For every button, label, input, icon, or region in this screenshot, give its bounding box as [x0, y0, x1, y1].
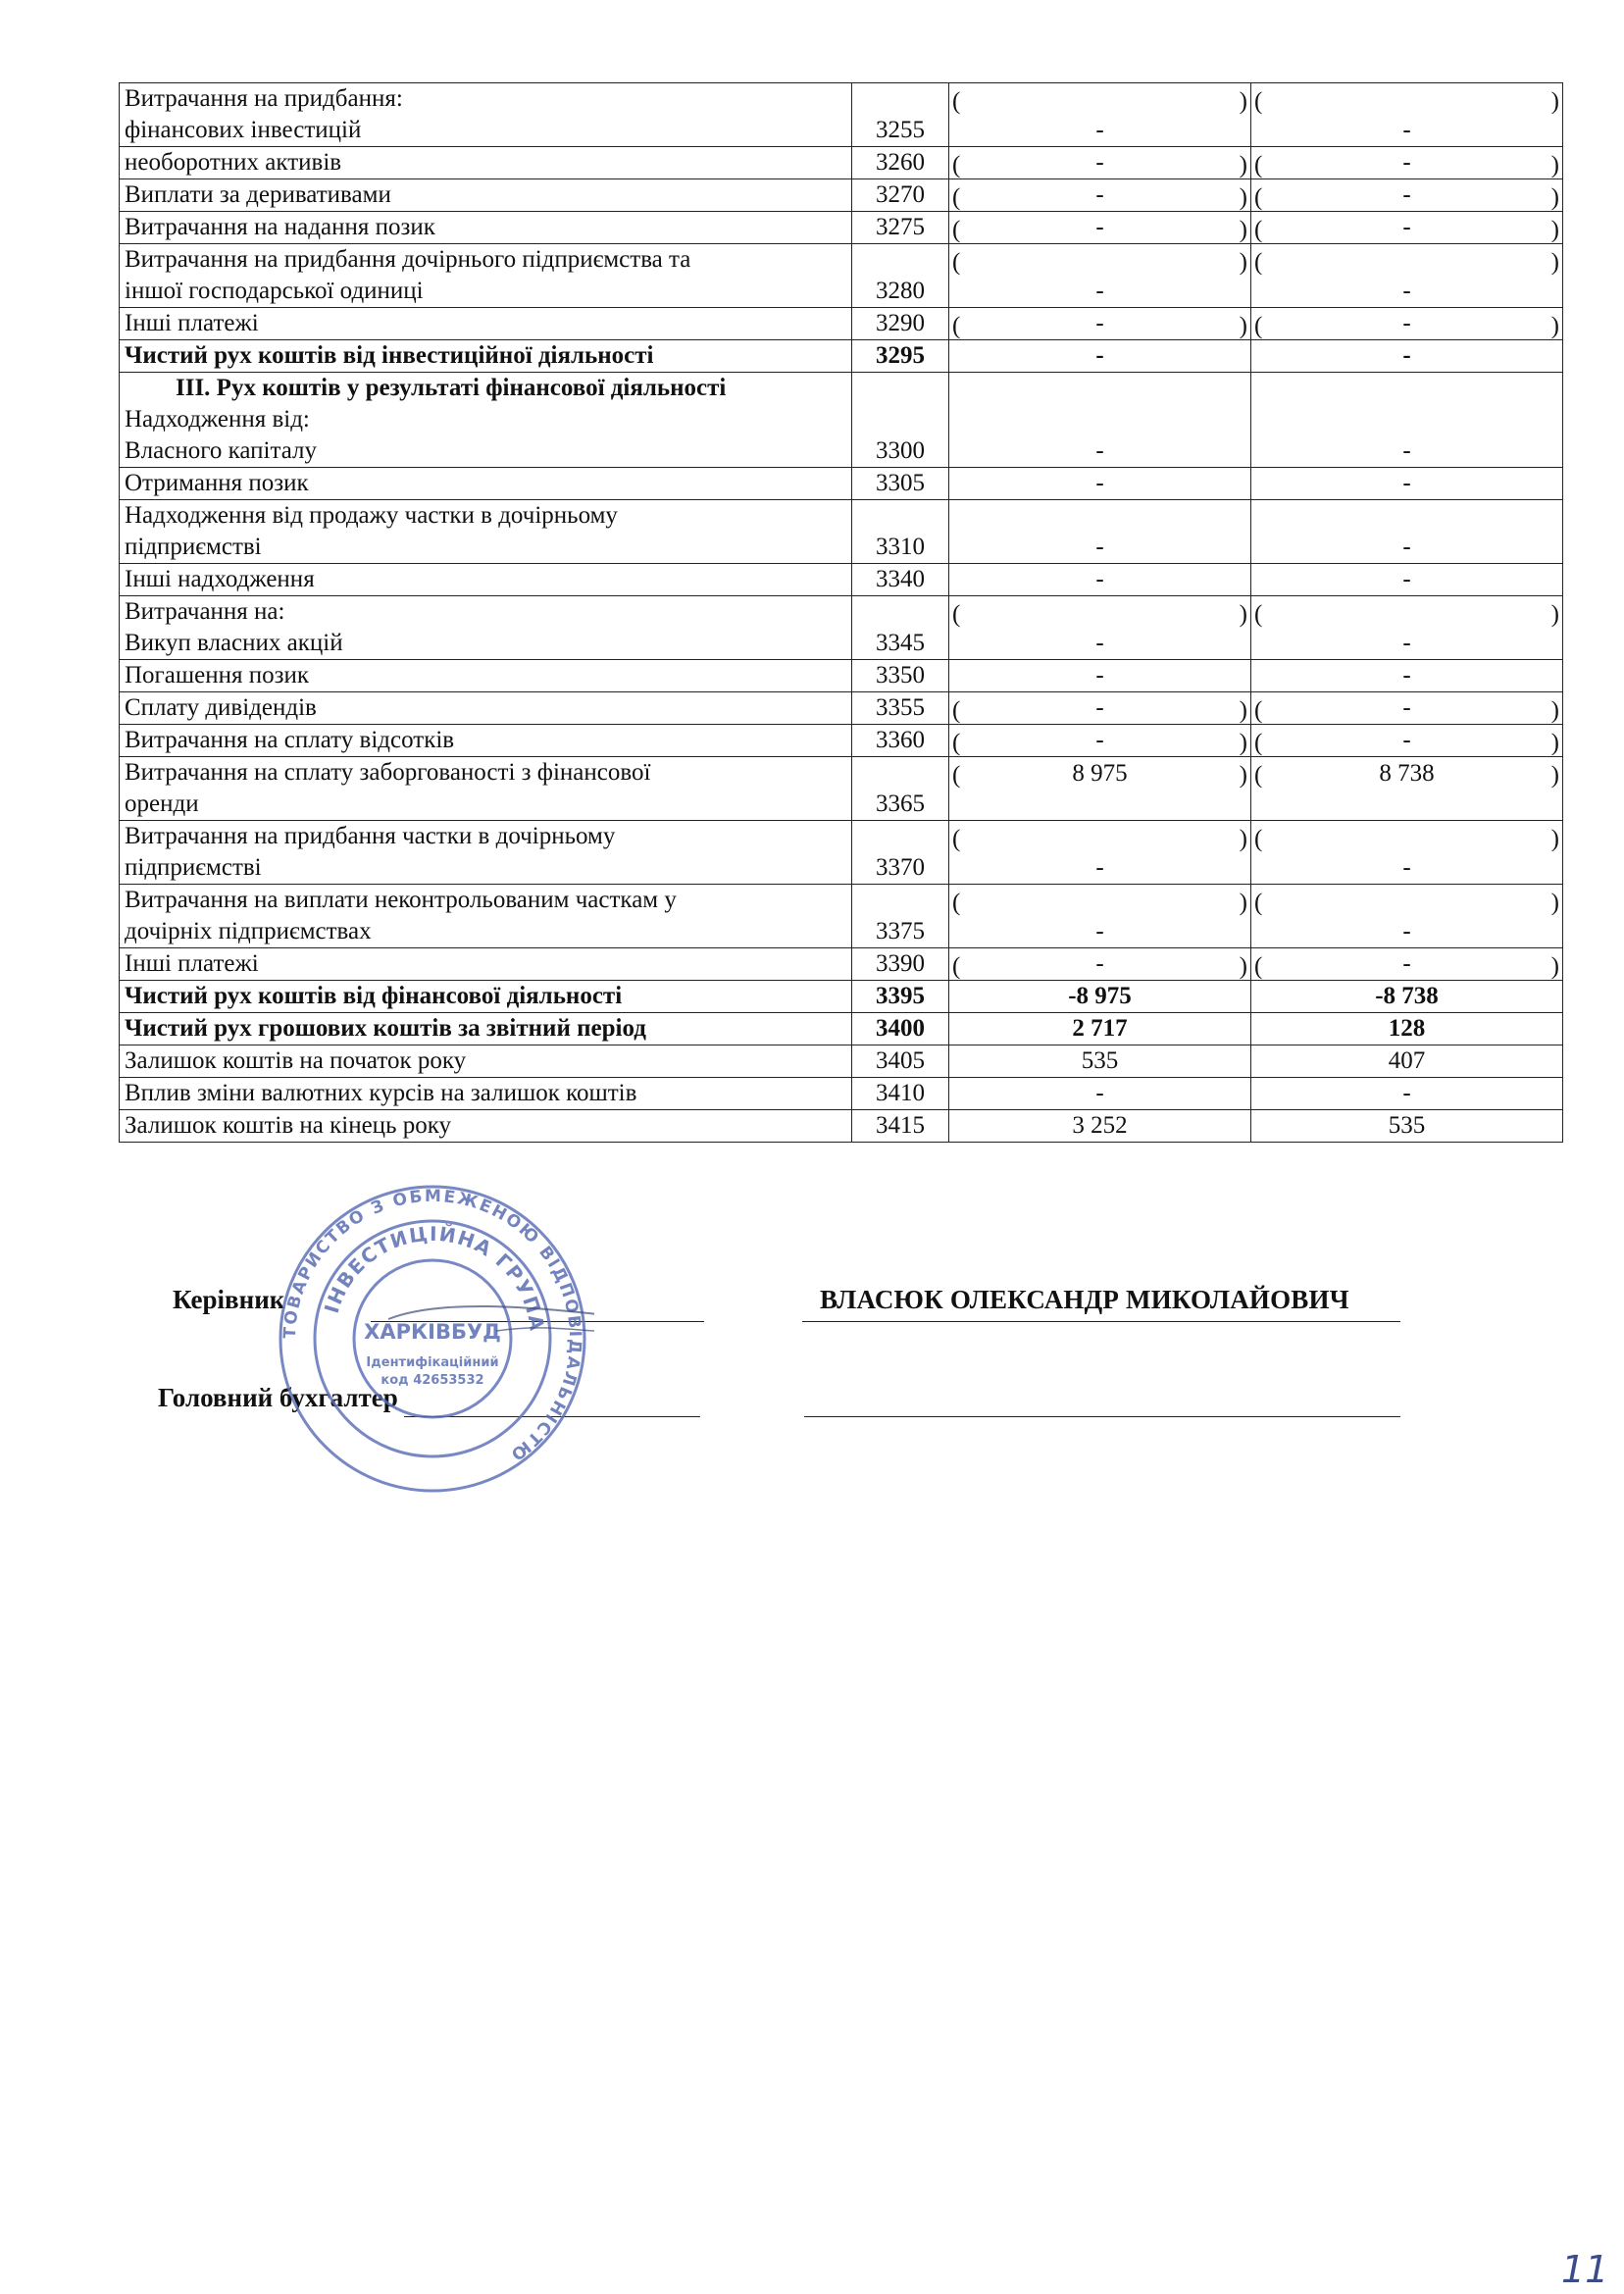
row-value: - — [1095, 310, 1104, 336]
row-value: - — [1402, 214, 1411, 240]
current-period-cell — [949, 468, 1251, 500]
current-period-cell — [949, 1078, 1251, 1110]
row-name-line: підприємстві — [125, 534, 262, 560]
table-row — [120, 948, 1563, 981]
row-name-line: Отримання позик — [125, 470, 309, 496]
head-name-line — [802, 1321, 1400, 1322]
row-name-cell — [120, 373, 852, 468]
row-name-cell — [120, 692, 852, 725]
table-row — [120, 564, 1563, 596]
row-value: - — [1402, 278, 1411, 304]
open-paren: ( — [952, 313, 961, 339]
table-row — [120, 757, 1563, 821]
row-value: - — [1095, 854, 1104, 881]
previous-period-cell — [1251, 948, 1563, 981]
head-name: ВЛАСЮК ОЛЕКСАНДР МИКОЛАЙОВИЧ — [820, 1285, 1349, 1314]
open-paren: ( — [952, 152, 961, 178]
row-code-cell: 3340 — [852, 564, 949, 596]
row-code-cell: 3295 — [852, 340, 949, 373]
row-name-cell — [120, 308, 852, 340]
previous-period-cell — [1251, 692, 1563, 725]
close-paren: ) — [1239, 730, 1247, 756]
cash-flow-table-body — [120, 83, 1563, 1143]
current-period-cell — [949, 885, 1251, 948]
current-period-cell — [949, 1110, 1251, 1143]
row-value: - — [1402, 854, 1411, 881]
current-period-cell — [949, 340, 1251, 373]
row-name-line: оренди — [125, 790, 199, 817]
previous-period-cell — [1251, 147, 1563, 179]
table-row — [120, 821, 1563, 885]
open-paren: ( — [1254, 217, 1263, 243]
table-row — [120, 725, 1563, 757]
row-code-cell: 3310 — [852, 500, 949, 564]
row-name-line: Витрачання на придбання: — [125, 85, 403, 112]
svg-text:ІНВЕСТИЦІЙНА ГРУПА: ІНВЕСТИЦІЙНА ГРУПА — [319, 1221, 549, 1334]
close-paren: ) — [1550, 249, 1559, 276]
row-value: - — [1402, 694, 1411, 721]
previous-period-cell — [1251, 821, 1563, 885]
previous-period-cell — [1251, 1013, 1563, 1045]
row-value: - — [1095, 534, 1104, 560]
close-paren: ) — [1550, 826, 1559, 852]
row-name-cell — [120, 564, 852, 596]
row-value: 535 — [1388, 1112, 1426, 1139]
row-value: - — [1095, 950, 1104, 977]
row-name-cell — [120, 1013, 852, 1045]
row-value: - — [1095, 214, 1104, 240]
open-paren: ( — [1254, 697, 1263, 724]
row-name-line: Витрачання на придбання дочірнього підприємства та — [125, 246, 691, 273]
current-period-cell — [949, 948, 1251, 981]
row-code-cell: 3370 — [852, 821, 949, 885]
close-paren: ) — [1550, 601, 1559, 628]
close-paren: ) — [1239, 697, 1247, 724]
row-value: - — [1402, 662, 1411, 688]
table-row — [120, 373, 1563, 468]
row-code-cell: 3405 — [852, 1045, 949, 1078]
close-paren: ) — [1239, 601, 1247, 628]
row-name-line: Інші платежі — [125, 950, 259, 977]
current-period-cell — [949, 373, 1251, 468]
row-value: 407 — [1388, 1047, 1426, 1074]
row-name-cell — [120, 244, 852, 308]
table-row — [120, 981, 1563, 1013]
row-value: - — [1095, 727, 1104, 753]
current-period-cell — [949, 147, 1251, 179]
close-paren: ) — [1239, 217, 1247, 243]
open-paren: ( — [1254, 762, 1263, 789]
current-period-cell — [949, 1045, 1251, 1078]
close-paren: ) — [1239, 249, 1247, 276]
open-paren: ( — [952, 826, 961, 852]
row-name-line: необоротних активів — [125, 149, 342, 176]
row-code-cell: 3280 — [852, 244, 949, 308]
row-code-cell: 3400 — [852, 1013, 949, 1045]
open-paren: ( — [952, 762, 961, 789]
open-paren: ( — [1254, 890, 1263, 916]
cash-flow-table — [119, 82, 1563, 1143]
table-row — [120, 1078, 1563, 1110]
current-period-cell — [949, 212, 1251, 244]
row-code-cell: 3275 — [852, 212, 949, 244]
row-value: - — [1402, 534, 1411, 560]
open-paren: ( — [1254, 249, 1263, 276]
previous-period-cell — [1251, 981, 1563, 1013]
row-value: - — [1402, 437, 1411, 464]
row-name-cell — [120, 179, 852, 212]
row-code-cell: 3390 — [852, 948, 949, 981]
row-code-cell: 3365 — [852, 757, 949, 821]
row-name-line: Витрачання на надання позик — [125, 214, 435, 240]
row-name-cell — [120, 757, 852, 821]
row-name-line: Витрачання на виплати неконтрольованим часткам у — [125, 887, 677, 913]
row-code-cell: 3255 — [852, 83, 949, 147]
close-paren: ) — [1239, 826, 1247, 852]
row-name-line: Залишок коштів на кінець року — [125, 1112, 452, 1139]
close-paren: ) — [1550, 184, 1559, 211]
row-value: 2 717 — [1072, 1015, 1128, 1042]
table-row — [120, 212, 1563, 244]
current-period-cell — [949, 981, 1251, 1013]
row-code-cell: 3345 — [852, 596, 949, 660]
table-row — [120, 1013, 1563, 1045]
row-code-cell: 3415 — [852, 1110, 949, 1143]
row-name-line: Виплати за деривативами — [125, 181, 391, 208]
row-value: - — [1095, 1080, 1104, 1106]
row-value: - — [1402, 310, 1411, 336]
row-value: - — [1095, 694, 1104, 721]
open-paren: ( — [1254, 152, 1263, 178]
close-paren: ) — [1550, 953, 1559, 980]
row-code-cell: 3375 — [852, 885, 949, 948]
previous-period-cell — [1251, 757, 1563, 821]
previous-period-cell — [1251, 725, 1563, 757]
table-row — [120, 340, 1563, 373]
row-value: 128 — [1388, 1015, 1426, 1042]
open-paren: ( — [952, 217, 961, 243]
row-code-cell: 3305 — [852, 468, 949, 500]
current-period-cell — [949, 725, 1251, 757]
previous-period-cell — [1251, 1110, 1563, 1143]
current-period-cell — [949, 83, 1251, 147]
row-name-cell — [120, 725, 852, 757]
current-period-cell — [949, 596, 1251, 660]
current-period-cell — [949, 179, 1251, 212]
close-paren: ) — [1550, 88, 1559, 115]
open-paren: ( — [952, 88, 961, 115]
current-period-cell — [949, 564, 1251, 596]
svg-text:Ідентифікаційний: Ідентифікаційний — [366, 1355, 499, 1370]
row-name-cell — [120, 885, 852, 948]
table-row — [120, 83, 1563, 147]
company-seal — [271, 1182, 594, 1496]
row-name-line: Надходження від: — [125, 406, 310, 433]
close-paren: ) — [1550, 730, 1559, 756]
table-row — [120, 244, 1563, 308]
row-value: - — [1095, 662, 1104, 688]
open-paren: ( — [1254, 313, 1263, 339]
row-value: 535 — [1081, 1047, 1119, 1074]
row-name-cell — [120, 340, 852, 373]
row-name-cell — [120, 147, 852, 179]
row-value: - — [1095, 566, 1104, 592]
close-paren: ) — [1239, 152, 1247, 178]
previous-period-cell — [1251, 500, 1563, 564]
row-value: - — [1402, 1080, 1411, 1106]
previous-period-cell — [1251, 885, 1563, 948]
row-name-cell — [120, 212, 852, 244]
row-value: - — [1402, 342, 1411, 369]
row-value: - — [1095, 181, 1104, 208]
table-row — [120, 500, 1563, 564]
row-value: - — [1402, 117, 1411, 143]
close-paren: ) — [1239, 953, 1247, 980]
current-period-cell — [949, 660, 1251, 692]
row-name-cell — [120, 1045, 852, 1078]
page-number: 11 — [1561, 2248, 1609, 2291]
table-row — [120, 179, 1563, 212]
row-code-cell: 3300 — [852, 373, 949, 468]
current-period-cell — [949, 308, 1251, 340]
row-value: - — [1095, 437, 1104, 464]
row-name-line: Залишок коштів на початок року — [125, 1047, 467, 1074]
row-value: 8 975 — [1072, 760, 1128, 787]
open-paren: ( — [1254, 730, 1263, 756]
open-paren: ( — [952, 890, 961, 916]
open-paren: ( — [952, 697, 961, 724]
table-row — [120, 596, 1563, 660]
head-label: Керівник — [173, 1285, 285, 1314]
close-paren: ) — [1239, 762, 1247, 789]
open-paren: ( — [952, 730, 961, 756]
open-paren: ( — [1254, 826, 1263, 852]
current-period-cell — [949, 692, 1251, 725]
row-value: -8 975 — [1068, 983, 1132, 1009]
row-value: - — [1095, 630, 1104, 656]
open-paren: ( — [1254, 953, 1263, 980]
row-value: 8 738 — [1379, 760, 1435, 787]
row-code-cell: 3260 — [852, 147, 949, 179]
close-paren: ) — [1239, 890, 1247, 916]
row-value: - — [1095, 918, 1104, 944]
row-name-cell — [120, 948, 852, 981]
row-name-cell — [120, 1110, 852, 1143]
accountant-label: Головний бухгалтер — [158, 1383, 398, 1412]
previous-period-cell — [1251, 564, 1563, 596]
current-period-cell — [949, 757, 1251, 821]
previous-period-cell — [1251, 212, 1563, 244]
current-period-cell — [949, 500, 1251, 564]
row-name-cell — [120, 981, 852, 1013]
row-value: -8 738 — [1375, 983, 1439, 1009]
row-name-cell — [120, 83, 852, 147]
row-name-line: Чистий рух коштів від фінансової діяльності — [125, 983, 623, 1009]
row-name-line: Вплив зміни валютних курсів на залишок коштів — [125, 1080, 637, 1106]
section-title: III. Рух коштів у результаті фінансової діяльності — [176, 375, 727, 401]
table-row — [120, 1110, 1563, 1143]
open-paren: ( — [1254, 88, 1263, 115]
table-row — [120, 660, 1563, 692]
row-name-cell — [120, 1078, 852, 1110]
row-code-cell: 3360 — [852, 725, 949, 757]
current-period-cell — [949, 244, 1251, 308]
row-code-cell: 3395 — [852, 981, 949, 1013]
row-name-cell — [120, 468, 852, 500]
row-name-cell — [120, 821, 852, 885]
row-value: - — [1402, 918, 1411, 944]
svg-text:код 42653532: код 42653532 — [381, 1373, 484, 1388]
open-paren: ( — [952, 601, 961, 628]
previous-period-cell — [1251, 468, 1563, 500]
current-period-cell — [949, 1013, 1251, 1045]
row-name-line: Надходження від продажу частки в дочірньому — [125, 502, 618, 529]
row-code-cell: 3355 — [852, 692, 949, 725]
table-row — [120, 1045, 1563, 1078]
close-paren: ) — [1550, 697, 1559, 724]
row-name-line: дочірніх підприємствах — [125, 918, 372, 944]
table-row — [120, 692, 1563, 725]
row-code-cell: 3270 — [852, 179, 949, 212]
row-name-line: Власного капіталу — [125, 437, 317, 464]
close-paren: ) — [1550, 217, 1559, 243]
row-name-line: Витрачання на: — [125, 598, 285, 625]
row-code-cell: 3290 — [852, 308, 949, 340]
row-value: - — [1095, 149, 1104, 176]
row-value: - — [1402, 470, 1411, 496]
row-name-line: Чистий рух грошових коштів за звітний період — [125, 1015, 646, 1042]
row-code-cell: 3410 — [852, 1078, 949, 1110]
svg-text:ХАРКІВБУД: ХАРКІВБУД — [364, 1320, 501, 1344]
row-value: - — [1095, 278, 1104, 304]
row-value: - — [1402, 181, 1411, 208]
previous-period-cell — [1251, 340, 1563, 373]
row-value: - — [1402, 149, 1411, 176]
close-paren: ) — [1550, 313, 1559, 339]
row-value: - — [1095, 342, 1104, 369]
open-paren: ( — [952, 249, 961, 276]
open-paren: ( — [1254, 601, 1263, 628]
row-name-line: Інші платежі — [125, 310, 259, 336]
close-paren: ) — [1239, 184, 1247, 211]
previous-period-cell — [1251, 660, 1563, 692]
open-paren: ( — [1254, 184, 1263, 211]
accountant-name-line — [804, 1416, 1400, 1417]
row-name-line: іншої господарської одиниці — [125, 278, 424, 304]
row-value: - — [1095, 117, 1104, 143]
row-value: - — [1095, 470, 1104, 496]
previous-period-cell — [1251, 308, 1563, 340]
open-paren: ( — [952, 953, 961, 980]
previous-period-cell — [1251, 1045, 1563, 1078]
row-name-line: Викуп власних акцій — [125, 630, 343, 656]
row-value: 3 252 — [1072, 1112, 1128, 1139]
row-value: - — [1402, 566, 1411, 592]
row-value: - — [1402, 630, 1411, 656]
previous-period-cell — [1251, 373, 1563, 468]
row-name-line: фінансових інвестицій — [125, 117, 362, 143]
current-period-cell — [949, 821, 1251, 885]
row-name-line: Витрачання на придбання частки в дочірньому — [125, 823, 616, 849]
table-row — [120, 308, 1563, 340]
close-paren: ) — [1239, 313, 1247, 339]
row-name-line: Сплату дивідендів — [125, 694, 317, 721]
row-name-line: Витрачання на сплату заборгованості з фінансової — [125, 759, 651, 786]
previous-period-cell — [1251, 1078, 1563, 1110]
row-code-cell: 3350 — [852, 660, 949, 692]
previous-period-cell — [1251, 596, 1563, 660]
previous-period-cell — [1251, 179, 1563, 212]
row-name-line: підприємстві — [125, 854, 262, 881]
open-paren: ( — [952, 184, 961, 211]
row-name-line: Інші надходження — [125, 566, 315, 592]
previous-period-cell — [1251, 83, 1563, 147]
svg-text:ТОВАРИСТВО З ОБМЕЖЕНОЮ ВІДПОВІ: ТОВАРИСТВО З ОБМЕЖЕНОЮ ВІДПОВІДАЛЬНІСТЮ — [279, 1186, 585, 1465]
row-name-cell — [120, 660, 852, 692]
close-paren: ) — [1550, 762, 1559, 789]
table-row — [120, 468, 1563, 500]
row-name-cell — [120, 500, 852, 564]
row-name-line: Витрачання на сплату відсотків — [125, 727, 455, 753]
close-paren: ) — [1550, 890, 1559, 916]
table-row — [120, 885, 1563, 948]
close-paren: ) — [1550, 152, 1559, 178]
row-name-line: Погашення позик — [125, 662, 310, 688]
close-paren: ) — [1239, 88, 1247, 115]
row-name-line: Чистий рух коштів від інвестиційної діяльності — [125, 342, 654, 369]
previous-period-cell — [1251, 244, 1563, 308]
row-name-cell — [120, 596, 852, 660]
row-value: - — [1402, 950, 1411, 977]
row-value: - — [1402, 727, 1411, 753]
table-row — [120, 147, 1563, 179]
